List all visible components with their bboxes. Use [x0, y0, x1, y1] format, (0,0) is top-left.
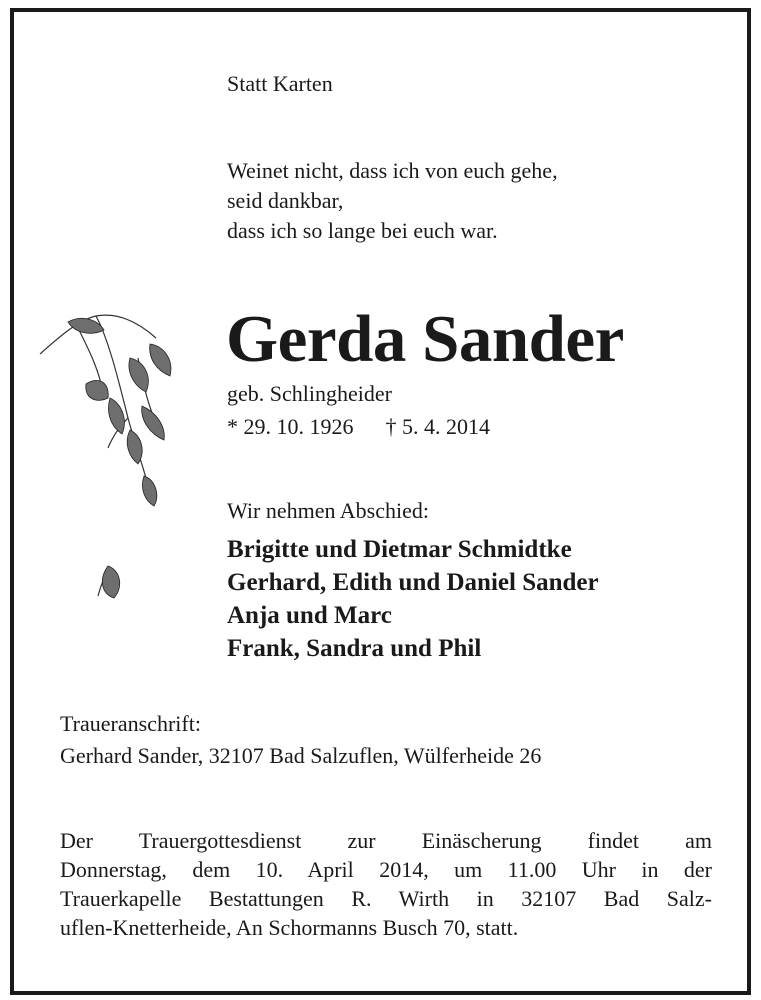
mourning-address: Gerhard Sander, 32107 Bad Salzuflen, Wülferheide 26: [60, 743, 542, 768]
deceased-name: Gerda Sander: [226, 302, 624, 376]
service-line: Trauerkapelle Bestattungen R. Wirth in 32107 Bad Salz-: [60, 886, 712, 911]
poem: [227, 156, 558, 246]
farewell-heading: Wir nehmen Abschied:: [227, 498, 429, 523]
service-line: Donnerstag, dem 10. April 2014, um 11.00 Uhr in der: [60, 857, 712, 882]
birch-branch-icon: [38, 308, 178, 628]
mourner-line: Anja und Marc: [227, 602, 392, 629]
mourner-line: Brigitte und Dietmar Schmidtke: [227, 536, 572, 563]
birth-name: geb. Schlingheider: [227, 381, 392, 406]
poem-line: dass ich so lange bei euch war.: [227, 218, 498, 243]
service-line: Der Trauergottesdienst zur Einäscherung findet am: [60, 828, 712, 853]
service-info: [60, 826, 712, 942]
poem-line: seid dankbar,: [227, 188, 344, 213]
mourner-line: Frank, Sandra und Phil: [227, 635, 482, 662]
intro-text: Statt Karten: [227, 71, 333, 96]
birth-date: * 29. 10. 1926: [227, 414, 354, 439]
poem-line: Weinet nicht, dass ich von euch gehe,: [227, 158, 558, 183]
address-label: Traueranschrift:: [60, 711, 201, 736]
mourners-list: [227, 533, 599, 665]
death-date: † 5. 4. 2014: [385, 414, 490, 439]
service-line: uflen-Knetterheide, An Schormanns Busch 70, statt.: [60, 915, 519, 940]
life-dates: [227, 414, 490, 440]
mourner-line: Gerhard, Edith und Daniel Sander: [227, 569, 599, 596]
